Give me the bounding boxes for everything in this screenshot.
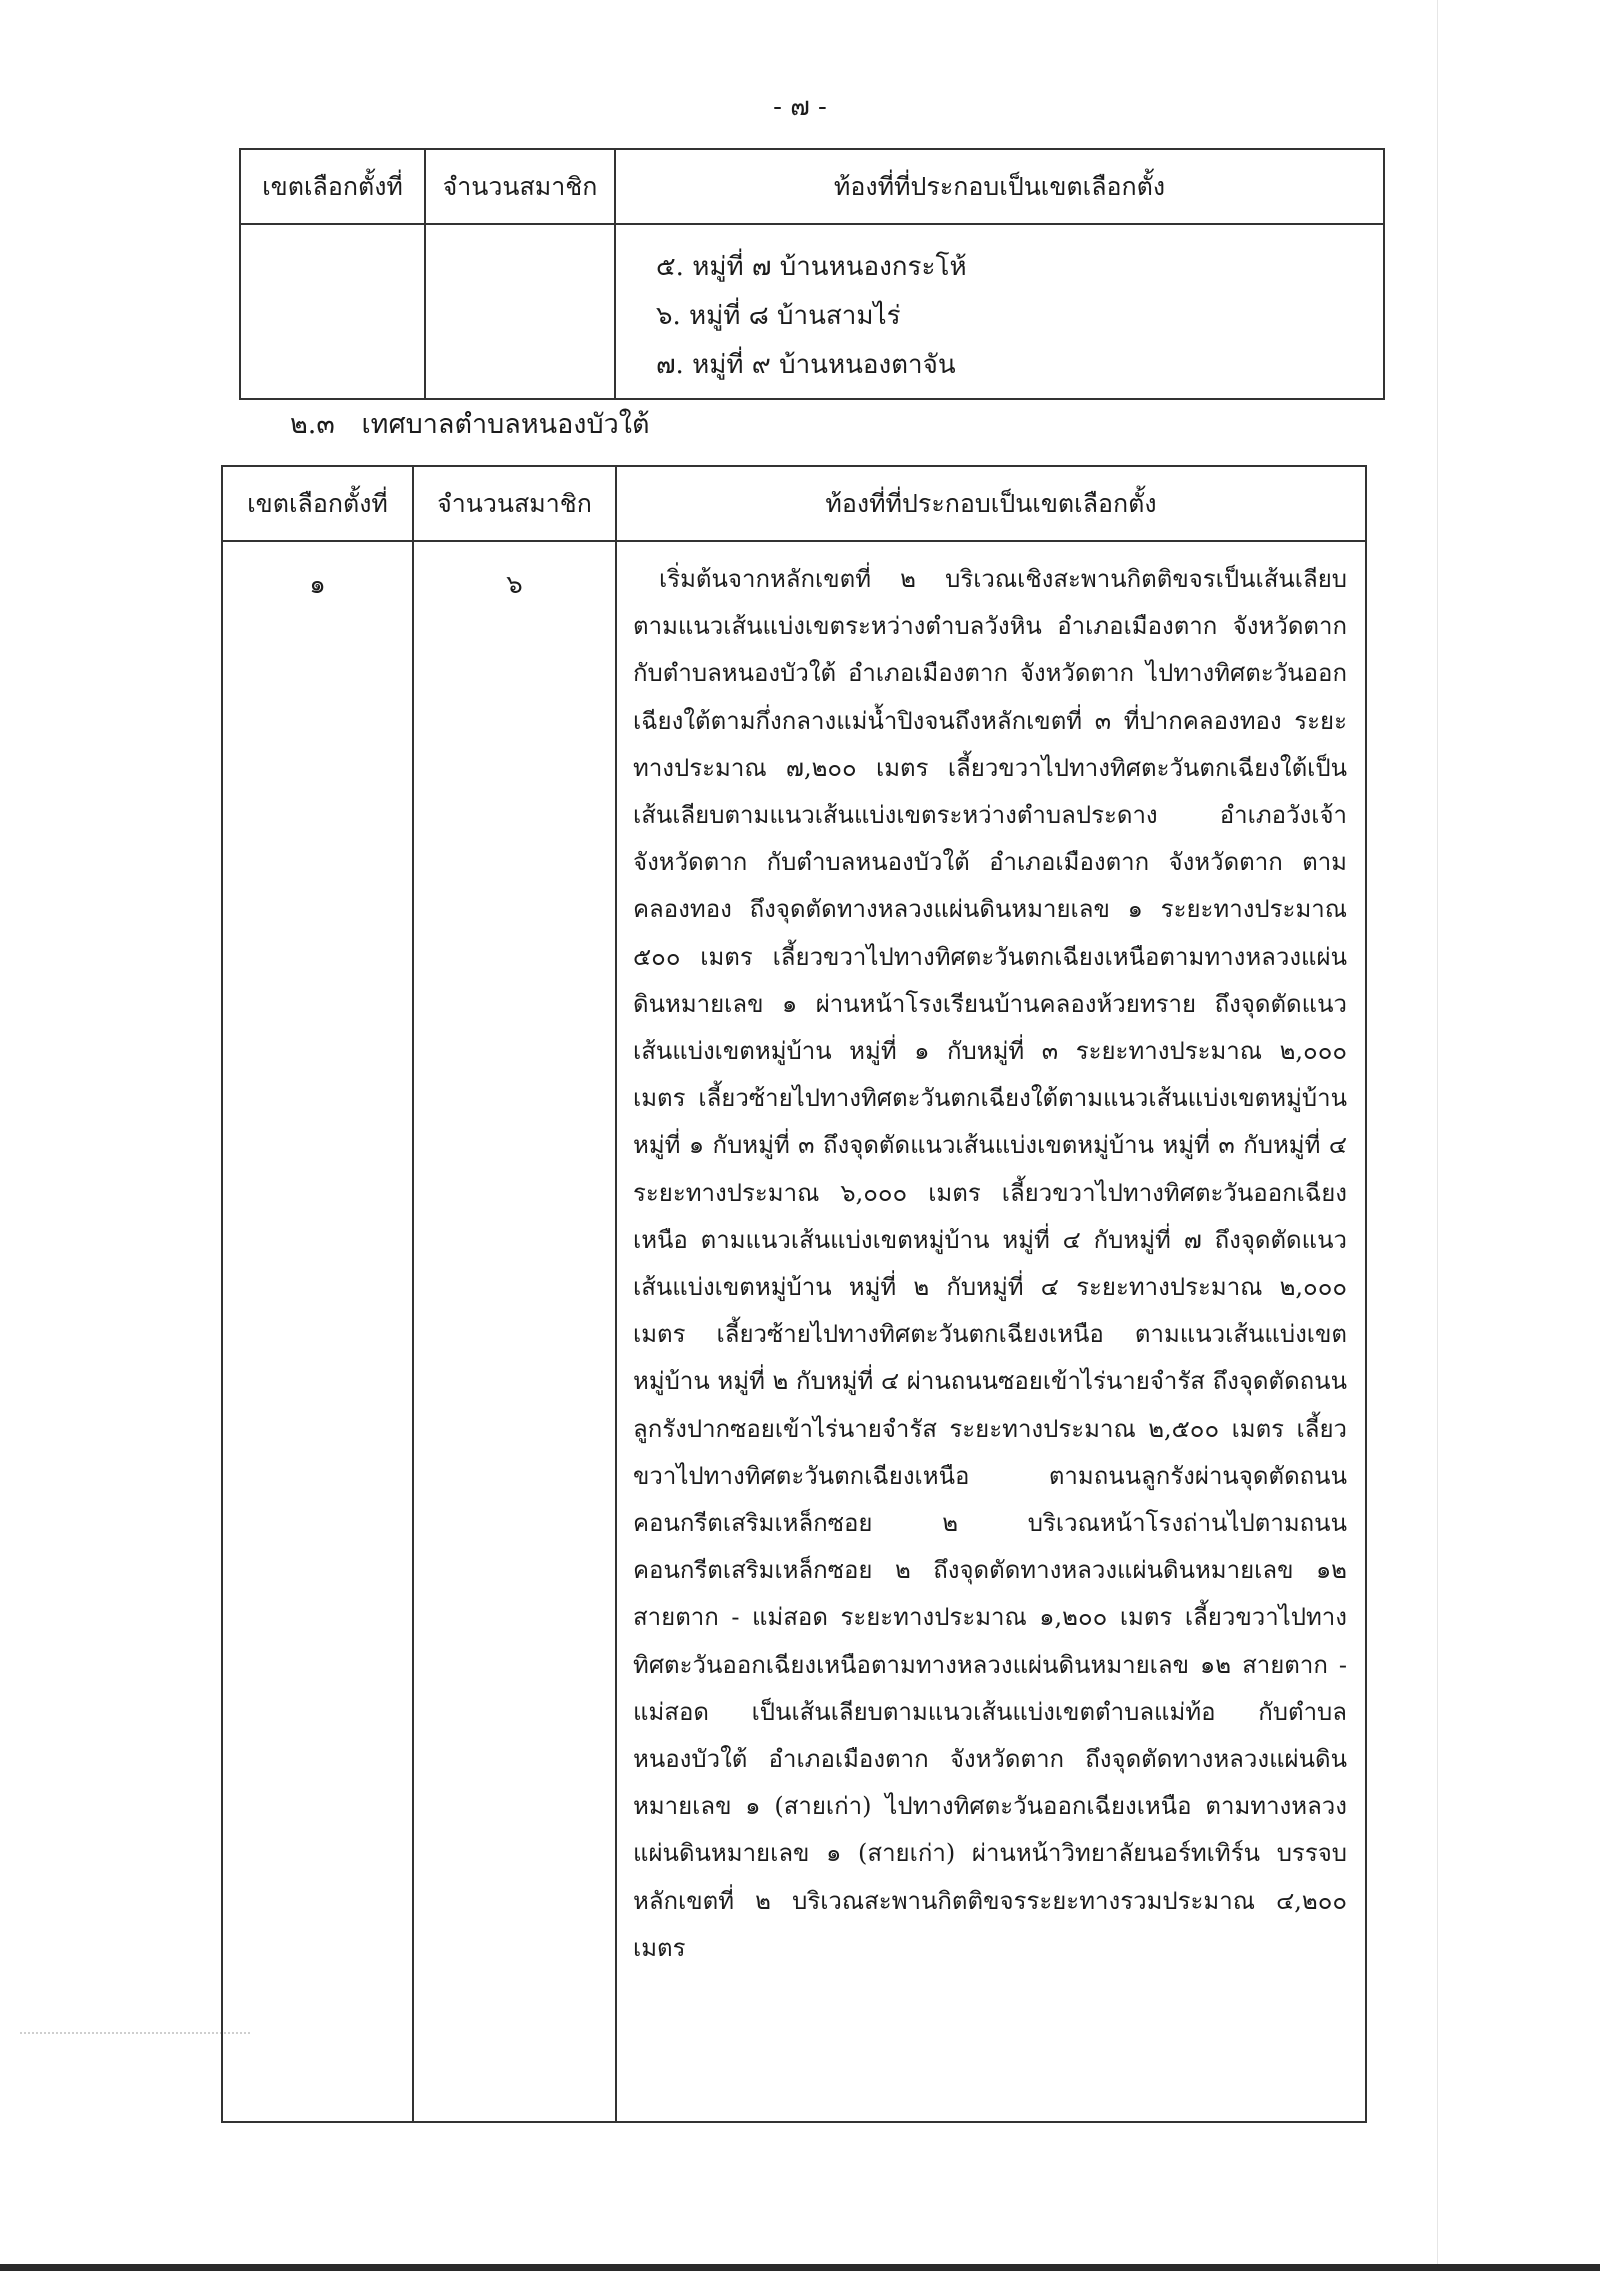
cell-area [615,224,1384,399]
header-area: ท้องที่ที่ประกอบเป็นเขตเลือกตั้ง [615,149,1384,224]
cell-district: ๑ [222,541,413,2122]
cell-district [240,224,425,399]
table-row [222,541,1366,2122]
header-members: จำนวนสมาชิก [425,149,615,224]
district-table [221,465,1367,2123]
section-number: ๒.๓ [290,409,335,440]
header-district: เขตเลือกตั้งที่ [240,149,425,224]
table-header-row [240,149,1384,224]
header-district: เขตเลือกตั้งที่ [222,466,413,541]
list-item: ๗. หมู่ที่ ๙ บ้านหนองตาจัน [656,350,956,380]
cell-area [616,541,1366,2122]
scan-edge-line [1437,0,1438,2271]
header-area: ท้องที่ที่ประกอบเป็นเขตเลือกตั้ง [616,466,1366,541]
list-item: ๖. หมู่ที่ ๘ บ้านสามไร่ [656,301,901,331]
header-members: จำนวนสมาชิก [413,466,616,541]
scan-artifact [20,2032,250,2034]
scan-bottom-edge [0,2264,1600,2271]
table-header-row [222,466,1366,541]
page-number: - ๗ - [773,92,827,122]
section-title: เทศบาลตำบลหนองบัวใต้ [361,409,650,440]
cell-members: ๖ [413,541,616,2122]
list-item: ๕. หมู่ที่ ๗ บ้านหนองกระโห้ [656,252,967,282]
area-description: เริ่มต้นจากหลักเขตที่ ๒ บริเวณเชิงสะพานกิตติขจรเป็นเส้นเลียบตามแนวเส้นแบ่งเขตระหว่างตำบลวังหิน อำเภอเมืองตาก จังหวัดตาก กับตำบลหนองบัวใต้ อำเภอเมืองตาก จังหวัดตาก ไปทางทิศตะวันออกเฉียงใต้ตามกึ่งกลางแม่น้ำปิงจนถึงหลักเขตที่ ๓ ที่ปากคลองทอง ระยะทางประมาณ ๗,๒๐๐ เมตร เลี้ยวขวาไปทางทิศตะวันตกเฉียงใต้เป็นเส้นเลียบตามแนวเส้นแบ่งเขตระหว่างตำบลประดาง อำเภอวังเจ้า จังหวัดตาก กับตำบลหนองบัวใต้ อำเภอเมืองตาก จังหวัดตาก ตามคลองทอง ถึงจุดตัดทางหลวงแผ่นดินหมายเลข ๑ ระยะทางประมาณ ๕๐๐ เมตร เลี้ยวขวาไปทางทิศตะวันตกเฉียงเหนือตามทางหลวงแผ่นดินหมายเลข ๑ ผ่านหน้าโรงเรียนบ้านคลองห้วยทราย ถึงจุดตัดแนวเส้นแบ่งเขตหมู่บ้าน หมู่ที่ ๑ กับหมู่ที่ ๓ ระยะทางประมาณ ๒,๐๐๐ เมตร เลี้ยวซ้ายไปทางทิศตะวันตกเฉียงใต้ตามแนวเส้นแบ่งเขตหมู่บ้าน หมู่ที่ ๑ กับหมู่ที่ ๓ ถึงจุดตัดแนวเส้นแบ่งเขตหมู่บ้าน หมู่ที่ ๓ กับหมู่ที่ ๔ ระยะทางประมาณ ๖,๐๐๐ เมตร เลี้ยวขวาไปทางทิศตะวันออกเฉียงเหนือ ตามแนวเส้นแบ่งเขตหมู่บ้าน หมู่ที่ ๔ กับหมู่ที่ ๗ ถึงจุดตัดแนวเส้นแบ่งเขตหมู่บ้าน หมู่ที่ ๒ กับหมู่ที่ ๔ ระยะทางประมาณ ๒,๐๐๐ เมตร เลี้ยวซ้ายไปทางทิศตะวันตกเฉียงเหนือ ตามแนวเส้นแบ่งเขตหมู่บ้าน หมู่ที่ ๒ กับหมู่ที่ ๔ ผ่านถนนซอยเข้าไร่นายจำรัส ถึงจุดตัดถนนลูกรังปากซอยเข้าไร่นายจำรัส ระยะทางประมาณ ๒,๕๐๐ เมตร เลี้ยวขวาไปทางทิศตะวันตกเฉียงเหนือ ตามถนนลูกรังผ่านจุดตัดถนนคอนกรีตเสริมเหล็กซอย ๒ บริเวณหน้าโรงถ่านไปตามถนนคอนกรีตเสริมเหล็กซอย ๒ ถึงจุดตัดทางหลวงแผ่นดินหมายเลข ๑๒ สายตาก - แม่สอด ระยะทางประมาณ ๑,๒๐๐ เมตร เลี้ยวขวาไปทางทิศตะวันออกเฉียงเหนือตามทางหลวงแผ่นดินหมายเลข ๑๒ สายตาก - แม่สอด เป็นเส้นเลียบตามแนวเส้นแบ่งเขตตำบลแม่ท้อ กับตำบลหนองบัวใต้ อำเภอเมืองตาก จังหวัดตาก ถึงจุดตัดทางหลวงแผ่นดินหมายเลข ๑ (สายเก่า) ไปทางทิศตะวันออกเฉียงเหนือ ตามทางหลวงแผ่นดินหมายเลข ๑ (สายเก่า) ผ่านหน้าวิทยาลัยนอร์ทเทิร์น บรรจบหลักเขตที่ ๒ บริเวณสะพานกิตติขจรระยะทางรวมประมาณ ๔,๒๐๐ เมตร [633,565,1347,1962]
table-row [240,224,1384,399]
district-table-continued [239,148,1385,400]
section-heading [290,402,650,445]
cell-members [425,224,615,399]
